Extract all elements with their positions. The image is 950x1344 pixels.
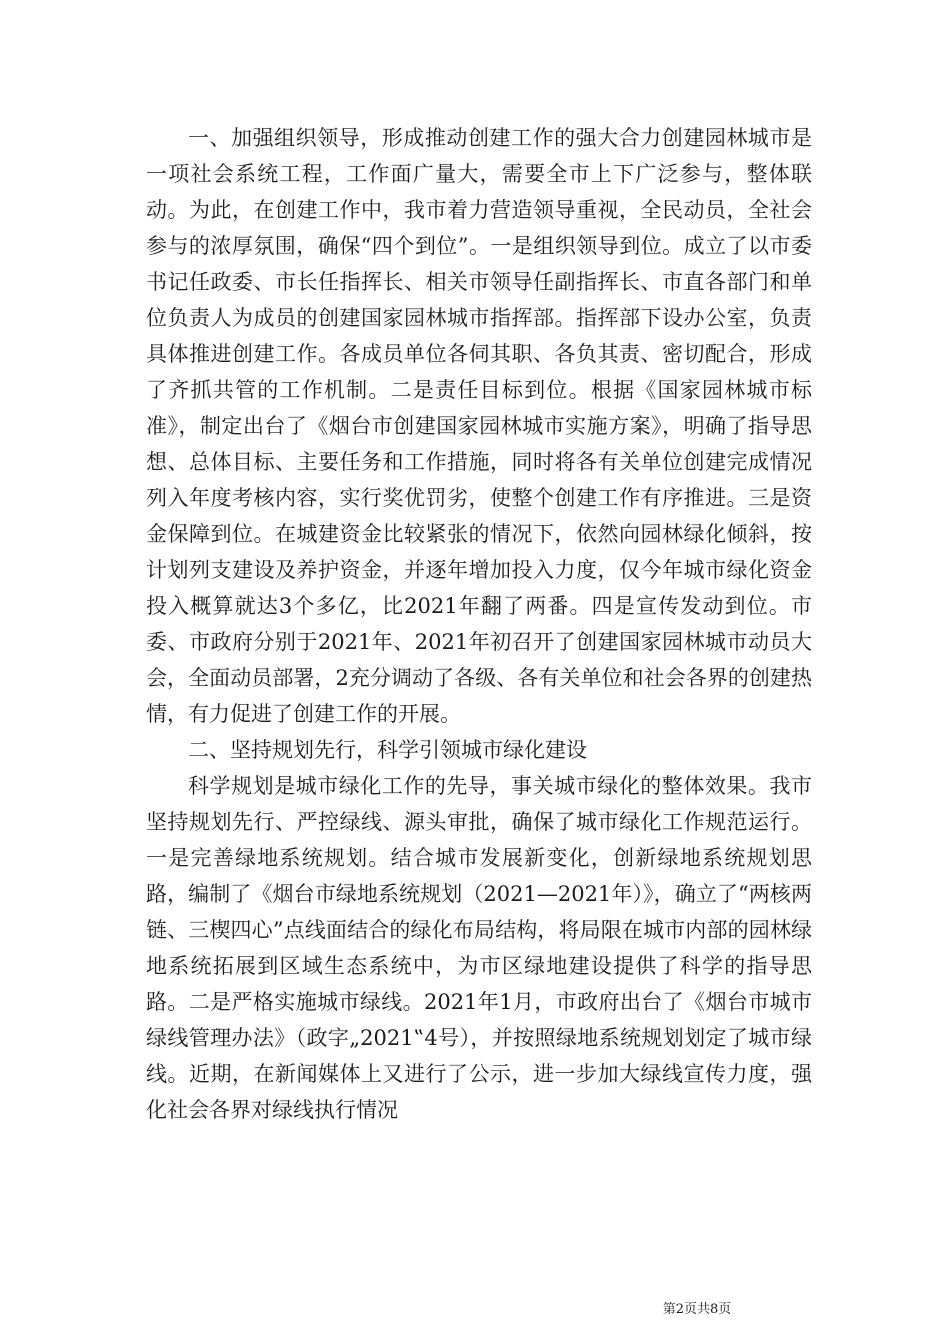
page-number: 第2页共8页	[662, 1302, 732, 1317]
paragraph-organization: 一、加强组织领导，形成推动创建工作的强大合力创建园林城市是一项社会系统工程，工作面广量大，需要全市上下广泛参与，整体联动。为此，在创建工作中，我市着力营造领导重视，全民动员，全社会参与的浓厚氛围，确保“四个到位”。一是组织领导到位。成立了以市委书记任政委、市长任指挥长、相关市领导任副指挥长、市直各部门和单位负责人为成员的创建国家园林城市指挥部。指挥部下设办公室，负责具体推进创建工作。各成员单位各伺其职、各负其责、密切配合，形成了齐抓共管的工作机制。二是责任目标到位。根据《国家园林城市标准》，制定出台了《烟台市创建国家园林城市实施方案》，明确了指导思想、总体目标、主要任务和工作措施，同时将各有关单位创建完成情况列入年度考核内容，实行奖优罚劣，使整个创建工作有序推进。三是资金保障到位。在城建资金比较紧张的情况下，依然向园林绿化倾斜，按计划列支建设及养护资金，并逐年增加投入力度，仅今年城市绿化资金投入概算就达3个多亿，比2021年翻了两番。四是宣传发动到位。市委、市政府分别于2021年、2021年初召开了创建国家园林城市动员大会，全面动员部署，2充分调动了各级、各有关单位和社会各界的创建热情，有力促进了创建工作的开展。	[146, 126, 812, 726]
paragraph-planning: 科学规划是城市绿化工作的先导，事关城市绿化的整体效果。我市坚持规划先行、严控绿线、源头审批，确保了城市绿化工作规范运行。一是完善绿地系统规划。结合城市发展新变化，创新绿地系统规划思路，编制了《烟台市绿地系统规划（2021—2021年）》，确立了“两核两链、三楔四心”点线面结合的绿化布局结构，将局限在城市内部的园林绿地系统拓展到区域生态系统中，为市区绿地建设提供了科学的指导思路。二是严格实施城市绿线。2021年1月，市政府出台了《烟台市城市绿线管理办法》（政字„2021‟4号），并按照绿地系统规划划定了城市绿线。近期，在新闻媒体上又进行了公示，进一步加大绿线宣传力度，强化社会各界对绿线执行情况	[146, 774, 812, 1122]
page-footer	[0, 1302, 950, 1318]
section-heading-planning: 二、坚持规划先行，科学引领城市绿化建设	[188, 738, 587, 762]
document-body	[146, 120, 812, 1128]
